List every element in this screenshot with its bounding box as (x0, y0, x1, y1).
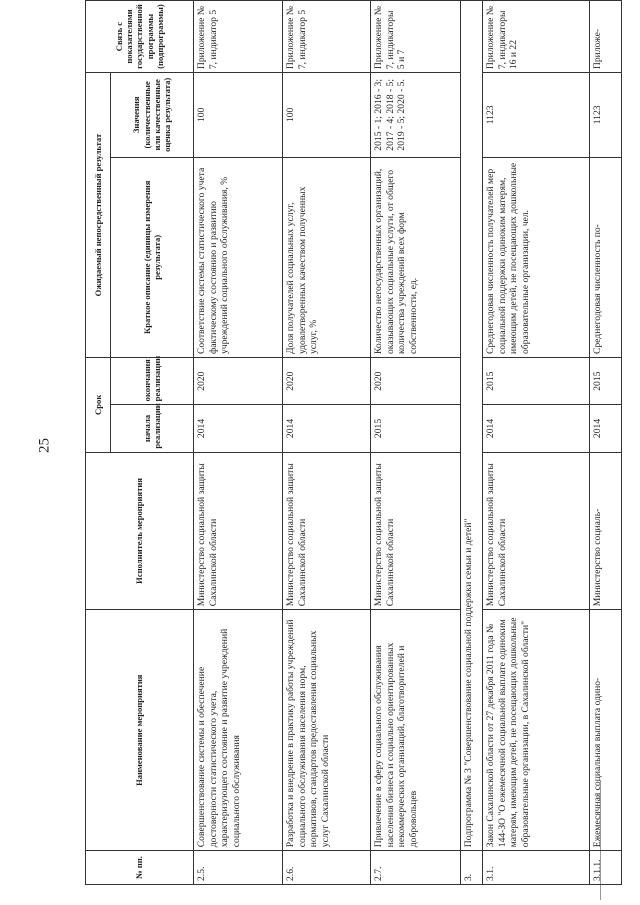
header-start: начала реализации (111, 405, 194, 452)
row-name: Закон Сахалинской области от 27 декабря 2011 года № 144-ЗО "О ежемесячной социальной выплате одиноким матерям, имеющим детей, не посещающих дошкольные образовательные организации, в Сахалинской области" (483, 610, 590, 851)
header-term: Срок (86, 358, 111, 453)
header-name: Наименование мероприятия (86, 610, 194, 851)
row-link: Приложение № 7, индикатор 5 (194, 1, 283, 73)
row-desc: Доля получателей социальных услуг, удовлетворенных качеством полученных услуг, % (283, 157, 371, 357)
row-executor: Министерство социальной защиты Сахалинской области (283, 452, 371, 610)
row-desc: Среднегодовая численность получателей мер социальной поддержки одиноким матерям, имеющим детей, не посещающих дошкольные образовательные организации, чел. (483, 157, 590, 357)
row-value: 100 (194, 73, 283, 157)
table-row (483, 1, 590, 885)
row-name: Привлечение в сферу социального обслуживания населения бизнеса и социально ориентированных некоммерческих организаций, благотворителей и добровольцев (371, 610, 461, 851)
row-start: 2014 (283, 405, 371, 452)
header-result: Ожидаемый непосредственный результат (86, 73, 111, 358)
header-end: окончания реализации (111, 358, 194, 405)
row-value: 1123 (590, 73, 622, 157)
row-num: 2.6. (283, 851, 371, 885)
row-value: 1123 (483, 73, 590, 157)
row-executor: Министерство социаль- (590, 452, 622, 610)
row-link: Приложе- (590, 1, 622, 73)
row-start: 2014 (194, 405, 283, 452)
row-start: 2014 (590, 405, 622, 452)
row-desc: Среднегодовая численность по- (590, 157, 622, 357)
header-desc: Краткое описание (единицы измерения результата) (111, 157, 194, 357)
section-title: Подпрограмма № 3 "Совершенствование социальной поддержки семьи и детей" (461, 1, 483, 851)
row-num: 2.7. (371, 851, 461, 885)
row-num: 2.5. (194, 851, 283, 885)
section-num: 3. (461, 851, 483, 885)
row-desc: Количество негосударственных организаций, оказывающих социальные услуги, от общего количества учреждений всех форм собственности, ед. (371, 157, 461, 357)
table-row (371, 1, 461, 885)
row-name: Ежемесячная социальная выплата одино- (590, 610, 622, 851)
section-row (461, 1, 483, 885)
table-row (590, 1, 622, 885)
table-row (283, 1, 371, 885)
measures-table (85, 0, 622, 885)
page-number: 25 (36, 438, 53, 453)
row-end: 2015 (590, 358, 622, 405)
row-num: 3.1.1. (590, 851, 622, 885)
header-value: Значения (количественные или качественные оценка результата) (111, 73, 194, 157)
row-value: 2015 - 1; 2016 - 3; 2017 - 4; 2018 - 5; 2019 - 5; 2020 - 5. (371, 73, 461, 157)
row-link: Приложение № 7, индикаторы 5 и 7 (371, 1, 461, 73)
row-link: Приложение № 7, индикаторы 16 и 22 (483, 1, 590, 73)
row-num: 3.1. (483, 851, 590, 885)
table-row (194, 1, 283, 885)
row-link: Приложение № 7, индикатор 5 (283, 1, 371, 73)
row-start: 2014 (483, 405, 590, 452)
row-end: 2015 (483, 358, 590, 405)
row-executor: Министерство социальной защиты Сахалинской области (371, 452, 461, 610)
row-start: 2015 (371, 405, 461, 452)
header-executor: Исполнитель мероприятия (86, 452, 194, 610)
header-link: Связь с показателями государственной программы (подпрограммы) (86, 1, 194, 73)
row-end: 2020 (194, 358, 283, 405)
header-num: № пп. (86, 851, 194, 885)
row-name: Совершенствование системы и обеспечение достоверности статистического учета, характеризующего состояние и развитие учреждений социального обслуживания (194, 610, 283, 851)
row-name: Разработка и внедрение в практику работы учреждений социального обслуживания населения норм, нормативов, стандартов предоставления социальных услуг Сахалинской области (283, 610, 371, 851)
rotated-table-container (85, 0, 621, 885)
row-end: 2020 (283, 358, 371, 405)
row-end: 2020 (371, 358, 461, 405)
row-executor: Министерство социальной защиты Сахалинской области (483, 452, 590, 610)
row-executor: Министерство социальной защиты Сахалинской области (194, 452, 283, 610)
row-value: 100 (283, 73, 371, 157)
row-desc: Соответствие системы статистического учета фактическому состоянию и развитию учреждений социального обслуживания, % (194, 157, 283, 357)
